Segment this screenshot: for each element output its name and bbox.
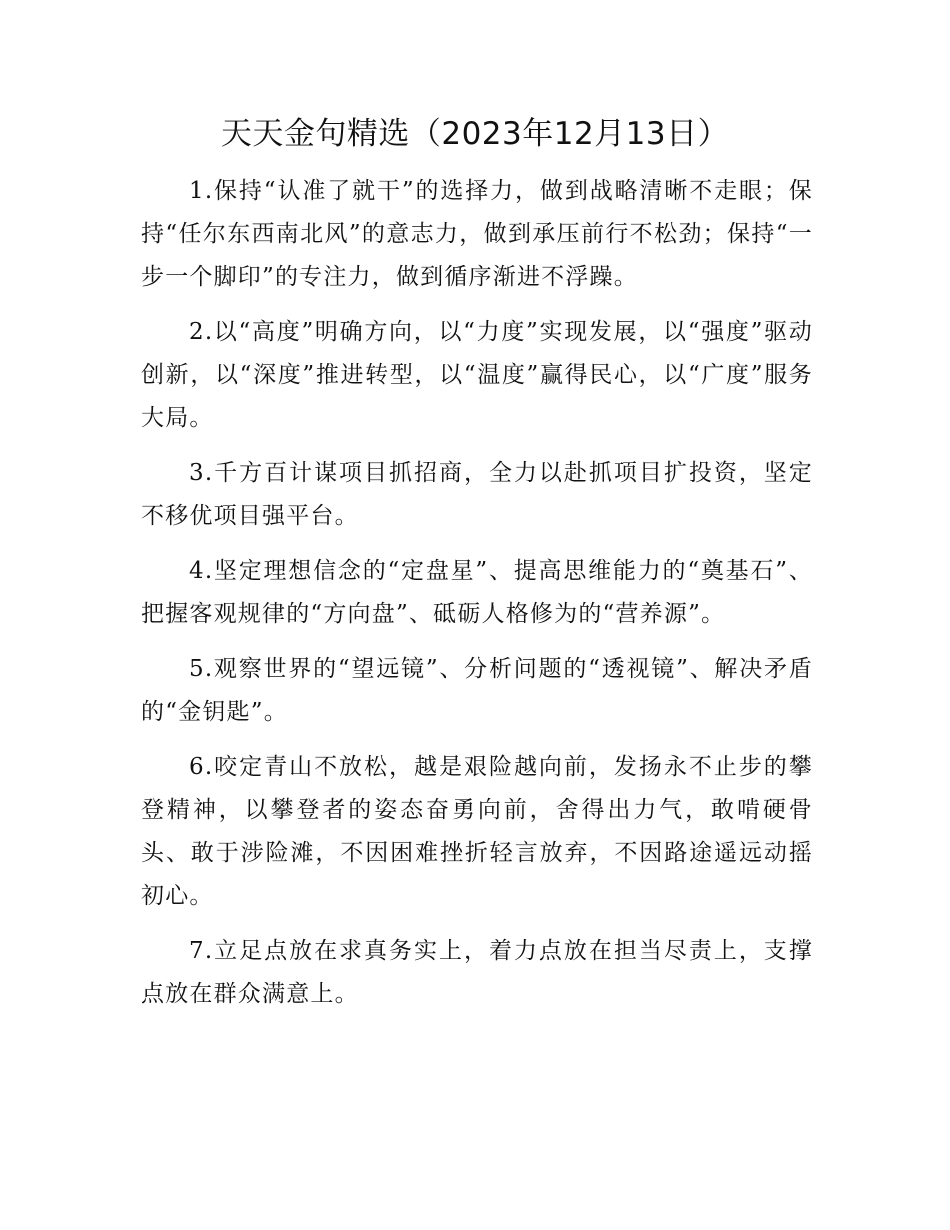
paragraph-5: 5.观察世界的“望远镜”、分析问题的“透视镜”、解决矛盾的“金钥匙”。 (141, 656, 813, 725)
paragraph-1: 1.保持“认准了就干”的选择力，做到战略清晰不走眼；保持“任尔东西南北风”的意志力，做到承压前行不松劲；保持“一步一个脚印”的专注力，做到循序渐进不浮躁。 (141, 178, 813, 290)
paragraph-2: 2.以“高度”明确方向，以“力度”实现发展，以“强度”驱动创新，以“深度”推进转型，以“温度”赢得民心，以“广度”服务大局。 (141, 319, 813, 431)
document-title: 天天金句精选（2023年12月13日） (220, 116, 730, 152)
paragraph-6: 6.咬定青山不放松，越是艰险越向前，发扬永不止步的攀登精神，以攀登者的姿态奋勇向前，舍得出力气，敢啃硬骨头、敢于涉险滩，不因困难挫折轻言放弃，不因路途遥远动摇初心。 (141, 754, 813, 909)
paragraph-4: 4.坚定理想信念的“定盘星”、提高思维能力的“奠基石”、把握客观规律的“方向盘”、砥砺人格修为的“营养源”。 (141, 558, 813, 627)
document-body (141, 170, 813, 1028)
paragraph-7: 7.立足点放在求真务实上，着力点放在担当尽责上，支撑点放在群众满意上。 (141, 938, 813, 1007)
paragraph-3: 3.千方百计谋项目抓招商，全力以赴抓项目扩投资，坚定不移优项目强平台。 (141, 460, 813, 529)
